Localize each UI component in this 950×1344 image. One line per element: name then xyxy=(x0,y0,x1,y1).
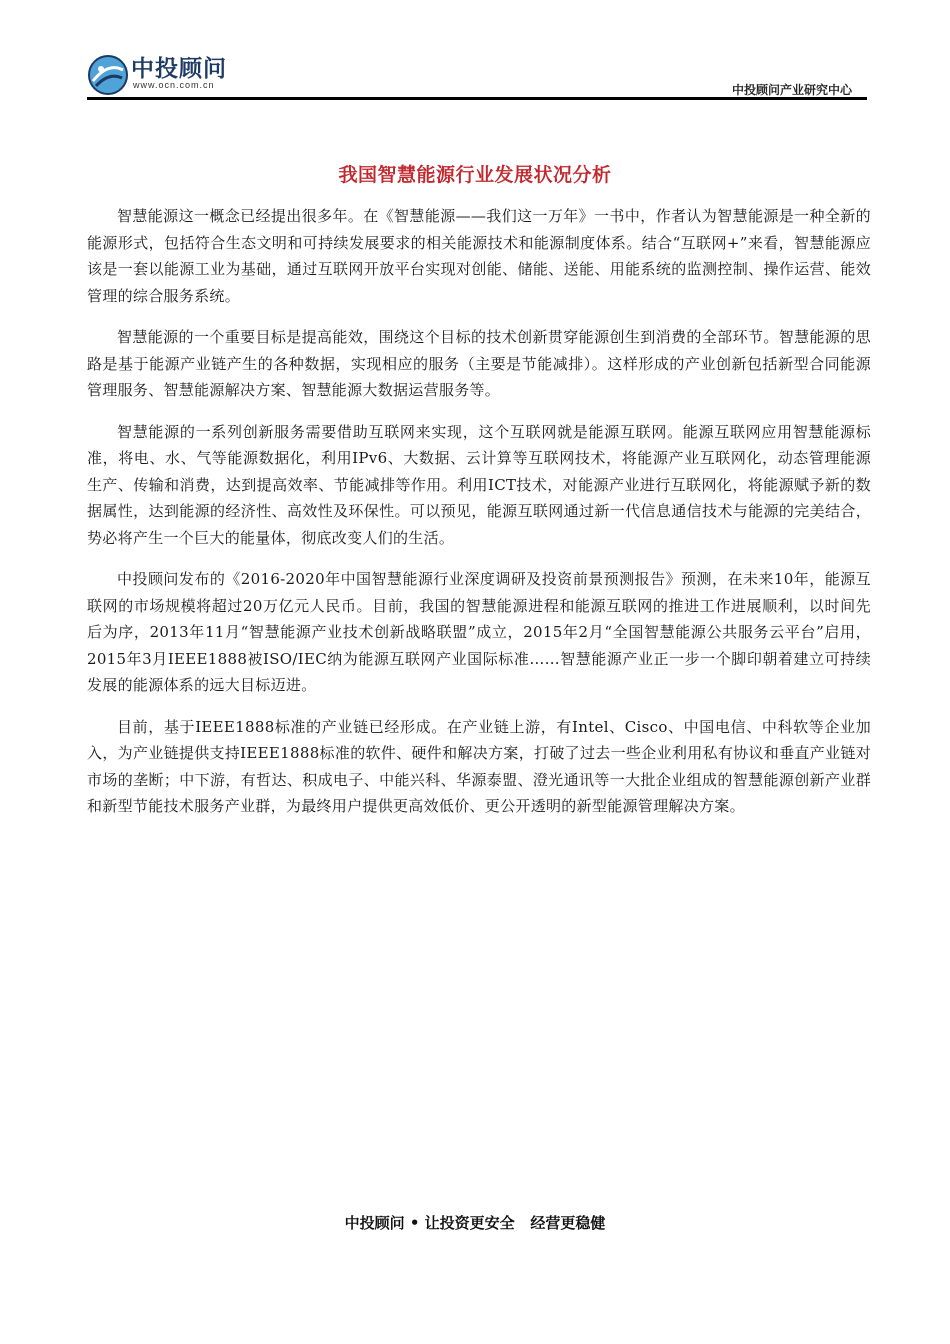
page-title: 我国智慧能源行业发展状况分析 xyxy=(338,163,612,186)
paragraph-5: 目前，基于IEEE1888标准的产业链已经形成。在产业链上游，有Intel、Cisco、中国电信、中科软等企业加入，为产业链提供支持IEEE1888标准的软件、硬件和解决方案，打破了过去一些企业利用私有协议和垂直产业链对市场的垄断；中下游，有哲达、积成电子、中能兴科、华源泰盟、澄光通讯等一大批企业组成的智慧能源创新产业群和新型节能技术服务产业群，为最终用户提供更高效低价、更公开透明的新型能源管理解决方案。 xyxy=(87,717,871,815)
logo-mark-icon xyxy=(87,54,129,96)
header-divider xyxy=(87,97,867,100)
paragraph-3: 智慧能源的一系列创新服务需要借助互联网来实现，这个互联网就是能源互联网。能源互联网应用智慧能源标准，将电、水、气等能源数据化，利用IPv6、大数据、云计算等互联网技术，将能源产业互联网化，动态管理能源生产、传输和消费，达到提高效率、节能减排等作用。利用ICT技术，对能源产业进行互联网化，将能源赋予新的数据属性，达到能源的经济性、高效性及环保性。可以预见，能源互联网通过新一代信息通信技术与能源的完美结合，势必将产生一个巨大的能量体，彻底改变人们的生活。 xyxy=(87,422,871,547)
paragraph-1: 智慧能源这一概念已经提出很多年。在《智慧能源——我们这一万年》一书中，作者认为智慧能源是一种全新的能源形式，包括符合生态文明和可持续发展要求的相关能源技术和能源制度体系。结合“互联网+”来看，智慧能源应该是一套以能源工业为基础，通过互联网开放平台实现对创能、储能、送能、用能系统的监测控制、操作运营、能效管理的综合服务系统。 xyxy=(87,207,871,305)
company-logo[interactable] xyxy=(87,48,247,98)
research-center-label: 中投顾问产业研究中心 xyxy=(731,83,852,97)
footer-slogan: 中投顾问 • 让投资更安全 经营更稳健 xyxy=(344,1214,606,1232)
paragraph-4: 中投顾问发布的《2016-2020年中国智慧能源行业深度调研及投资前景预测报告》预测，在未来10年，能源互联网的市场规模将超过20万亿元人民币。目前，我国的智慧能源进程和能源互联网的推进工作进展顺利，以时间先后为序，2013年11月“智慧能源产业技术创新战略联盟”成立，2015年2月“全国智慧能源公共服务云平台”启用，2015年3月IEEE1888被ISO/IEC纳为能源互联网产业国际标准……智慧能源产业正一步一个脚印朝着建立可持续发展的能源体系的远大目标迈进。 xyxy=(87,570,871,694)
article-body xyxy=(87,203,871,835)
logo-url: www.ocn.com.cn xyxy=(133,80,215,90)
page-header xyxy=(0,0,950,105)
paragraph-2: 智慧能源的一个重要目标是提高能效，围绕这个目标的技术创新贯穿能源创生到消费的全部环节。智慧能源的思路是基于能源产业链产生的各种数据，实现相应的服务（主要是节能减排）。这样形成的产业创新包括新型合同能源管理服务、智慧能源解决方案、智慧能源大数据运营服务等。 xyxy=(87,328,871,399)
logo-name: 中投顾问 xyxy=(131,56,227,82)
